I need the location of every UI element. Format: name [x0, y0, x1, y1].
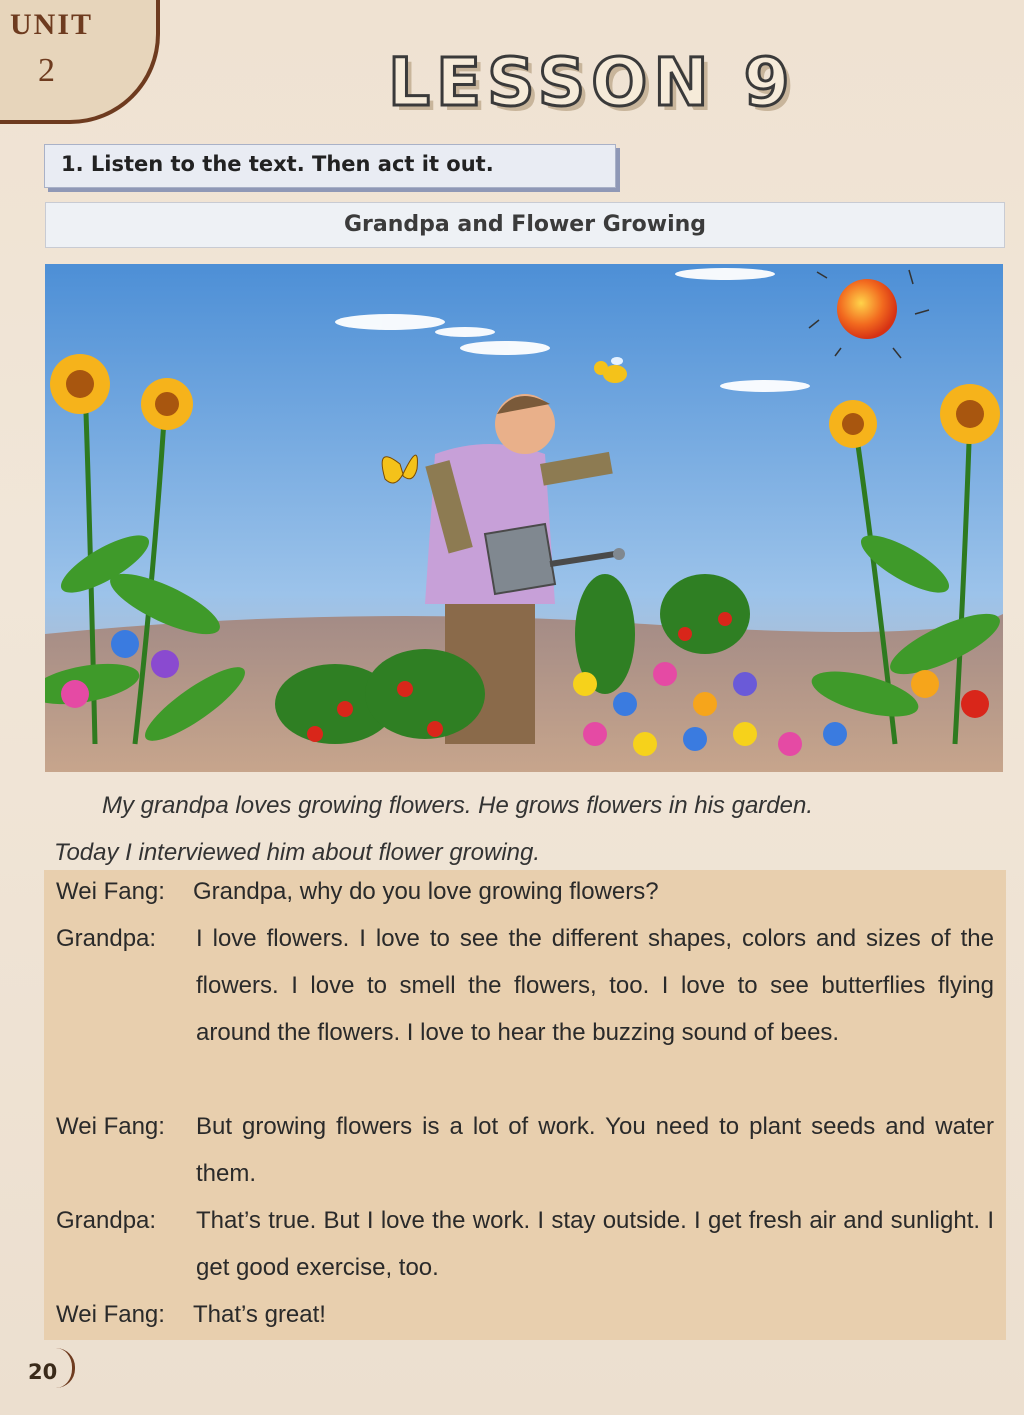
speech-text: I love flowers. I love to see the different shapes, colors and sizes of the flowers. I love to smell the flowers, too. I love to see butterflies flying around the flowers. I love to hear the buzzing sound of bees. — [196, 925, 994, 1046]
instruction-banner — [44, 144, 616, 188]
speaker-label: Grandpa: — [56, 925, 157, 952]
speaker-label: Wei Fang: — [56, 1301, 165, 1328]
dialogue-line-5-text — [193, 1291, 326, 1338]
garden-illustration — [45, 264, 1003, 772]
speech-text: That’s great! — [193, 1301, 326, 1328]
dialogue-box — [44, 870, 1006, 1340]
unit-label: UNIT — [10, 8, 94, 41]
story-title: Grandpa and Flower Growing — [343, 212, 707, 237]
lesson-title: LESSON 9 — [388, 44, 796, 121]
speaker-label: Wei Fang: — [56, 878, 165, 905]
instruction-text: 1. Listen to the text. Then act it out. — [61, 152, 494, 176]
intro-line-2: Today I interviewed him about flower growing. — [54, 839, 541, 866]
intro-paragraph — [54, 782, 1004, 876]
garden-scene-svg — [45, 264, 1003, 772]
unit-number: 2 — [38, 52, 55, 89]
page-number: 20 — [28, 1360, 58, 1384]
speaker-label: Grandpa: — [56, 1207, 157, 1234]
speech-text: Grandpa, why do you love growing flowers? — [193, 878, 659, 905]
speaker-label: Wei Fang: — [56, 1113, 165, 1140]
speech-text: But growing flowers is a lot of work. You need to plant seeds and water them. — [196, 1113, 994, 1187]
intro-line-1: My grandpa loves growing flowers. He grows flowers in his garden. — [102, 792, 813, 819]
speech-text: That’s true. But I love the work. I stay outside. I get fresh air and sunlight. I get good exercise, too. — [196, 1207, 994, 1281]
subtitle-band — [45, 202, 1005, 248]
page-number-bracket — [56, 1348, 75, 1388]
